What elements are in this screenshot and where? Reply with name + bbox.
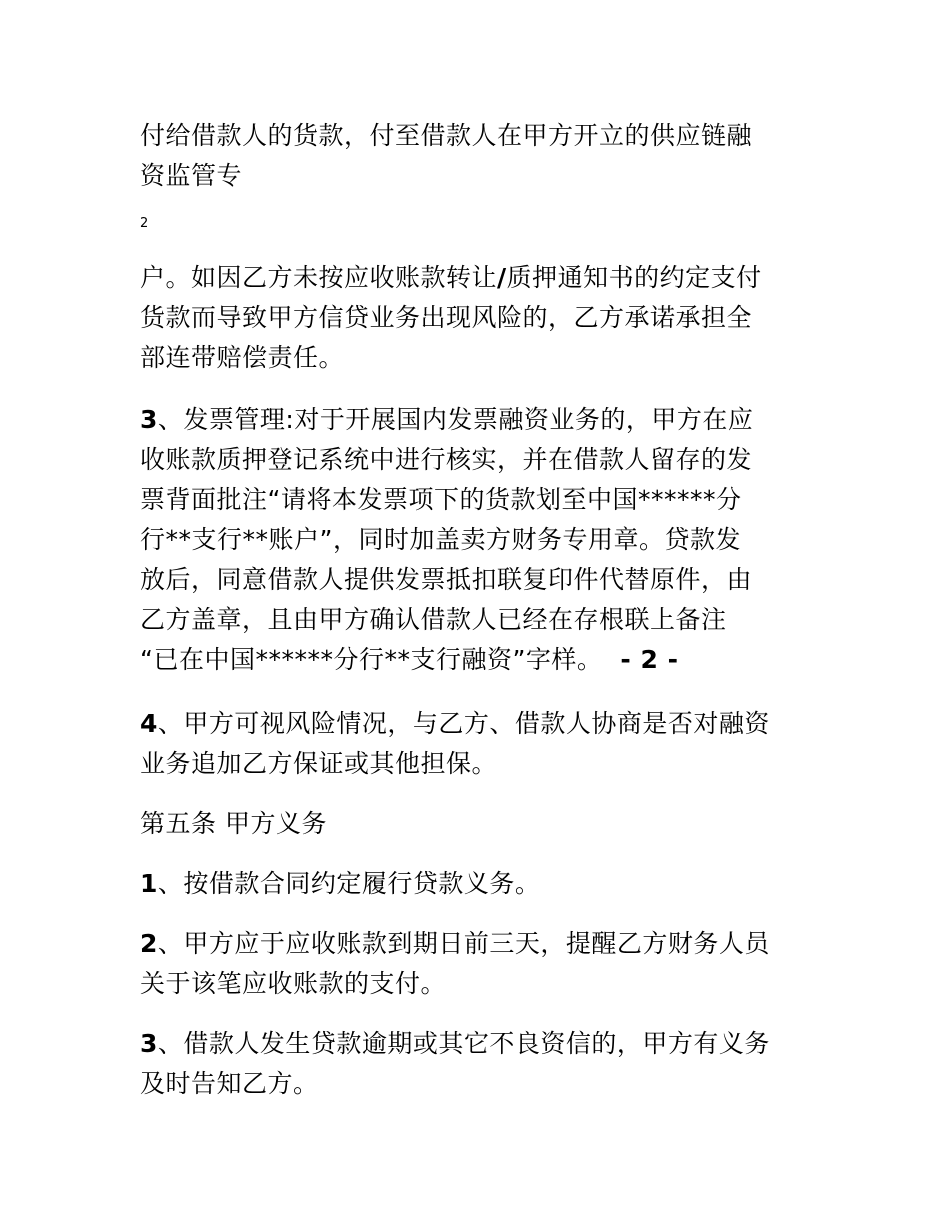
text-line: 行**支行**账户”，同时加盖卖方财务专用章。贷款发 (140, 525, 741, 554)
text-line (140, 704, 820, 744)
text-line: 关于该笔应收账款的支付。 (140, 969, 447, 998)
paragraph-liability (140, 258, 820, 378)
article-5-item-2 (140, 924, 820, 1004)
text-line: 收账款质押登记系统中进行核实，并在借款人留存的发 (140, 445, 753, 474)
small-page-number: 2 (140, 216, 149, 231)
text-line (140, 924, 820, 964)
item-3-invoice-management (140, 400, 820, 680)
slash-separator: / (497, 263, 507, 292)
text-line (140, 640, 820, 680)
text-line: 业务追加乙方保证或其他担保。 (140, 749, 498, 778)
text-line: 乙方盖章，且由甲方确认借款人已经在存根联上备注 (140, 605, 727, 634)
text-line: 票背面批注“请将本发票项下的货款划至中国******分 (140, 485, 742, 514)
text-segment: “已在中国******分行**支行融资”字样。 (140, 645, 603, 674)
text-line: 及时告知乙方。 (140, 1069, 319, 1098)
text-line: 付给借款人的货款，付至借款人在甲方开立的供应链融 (140, 121, 753, 150)
item-number: 1 (140, 869, 158, 898)
text-line (140, 1024, 820, 1064)
text-line (140, 258, 820, 298)
article-5-heading (140, 804, 820, 844)
heading-text: 第五条 甲方义务 (140, 809, 327, 838)
text-segment: 、甲方可视风险情况，与乙方、借款人协商是否对融资 (157, 709, 770, 738)
text-segment: 质押通知书的约定支付 (506, 263, 762, 292)
text-segment: 、借款人发生贷款逾期或其它不良资信的，甲方有义务 (157, 1029, 770, 1058)
article-5-item-1 (140, 864, 820, 904)
text-line: 货款而导致甲方信贷业务出现风险的，乙方承诺承担全 (140, 303, 753, 332)
text-line (140, 864, 820, 904)
item-number: 3 (140, 1029, 158, 1058)
text-line: 资监管专 (140, 161, 243, 190)
article-5-item-3 (140, 1024, 820, 1104)
text-segment: 户。如因乙方未按应收账款转让 (140, 263, 498, 292)
page-marker: - 2 - (620, 645, 679, 674)
text-segment: 、按借款合同约定履行贷款义务。 (157, 869, 541, 898)
item-number: 4 (140, 709, 158, 738)
text-segment: 、甲方应于应收账款到期日前三天，提醒乙方财务人员 (157, 929, 770, 958)
item-number: 2 (140, 929, 158, 958)
paragraph-continuation (140, 116, 820, 196)
text-line: 放后，同意借款人提供发票抵扣联复印件代替原件，由 (140, 565, 753, 594)
text-line: 部连带赔偿责任。 (140, 343, 345, 372)
text-segment: 、发票管理:对于开展国内发票融资业务的，甲方在应 (157, 405, 754, 434)
item-number: 3 (140, 405, 158, 434)
item-4-risk (140, 704, 820, 784)
text-line (140, 400, 820, 440)
